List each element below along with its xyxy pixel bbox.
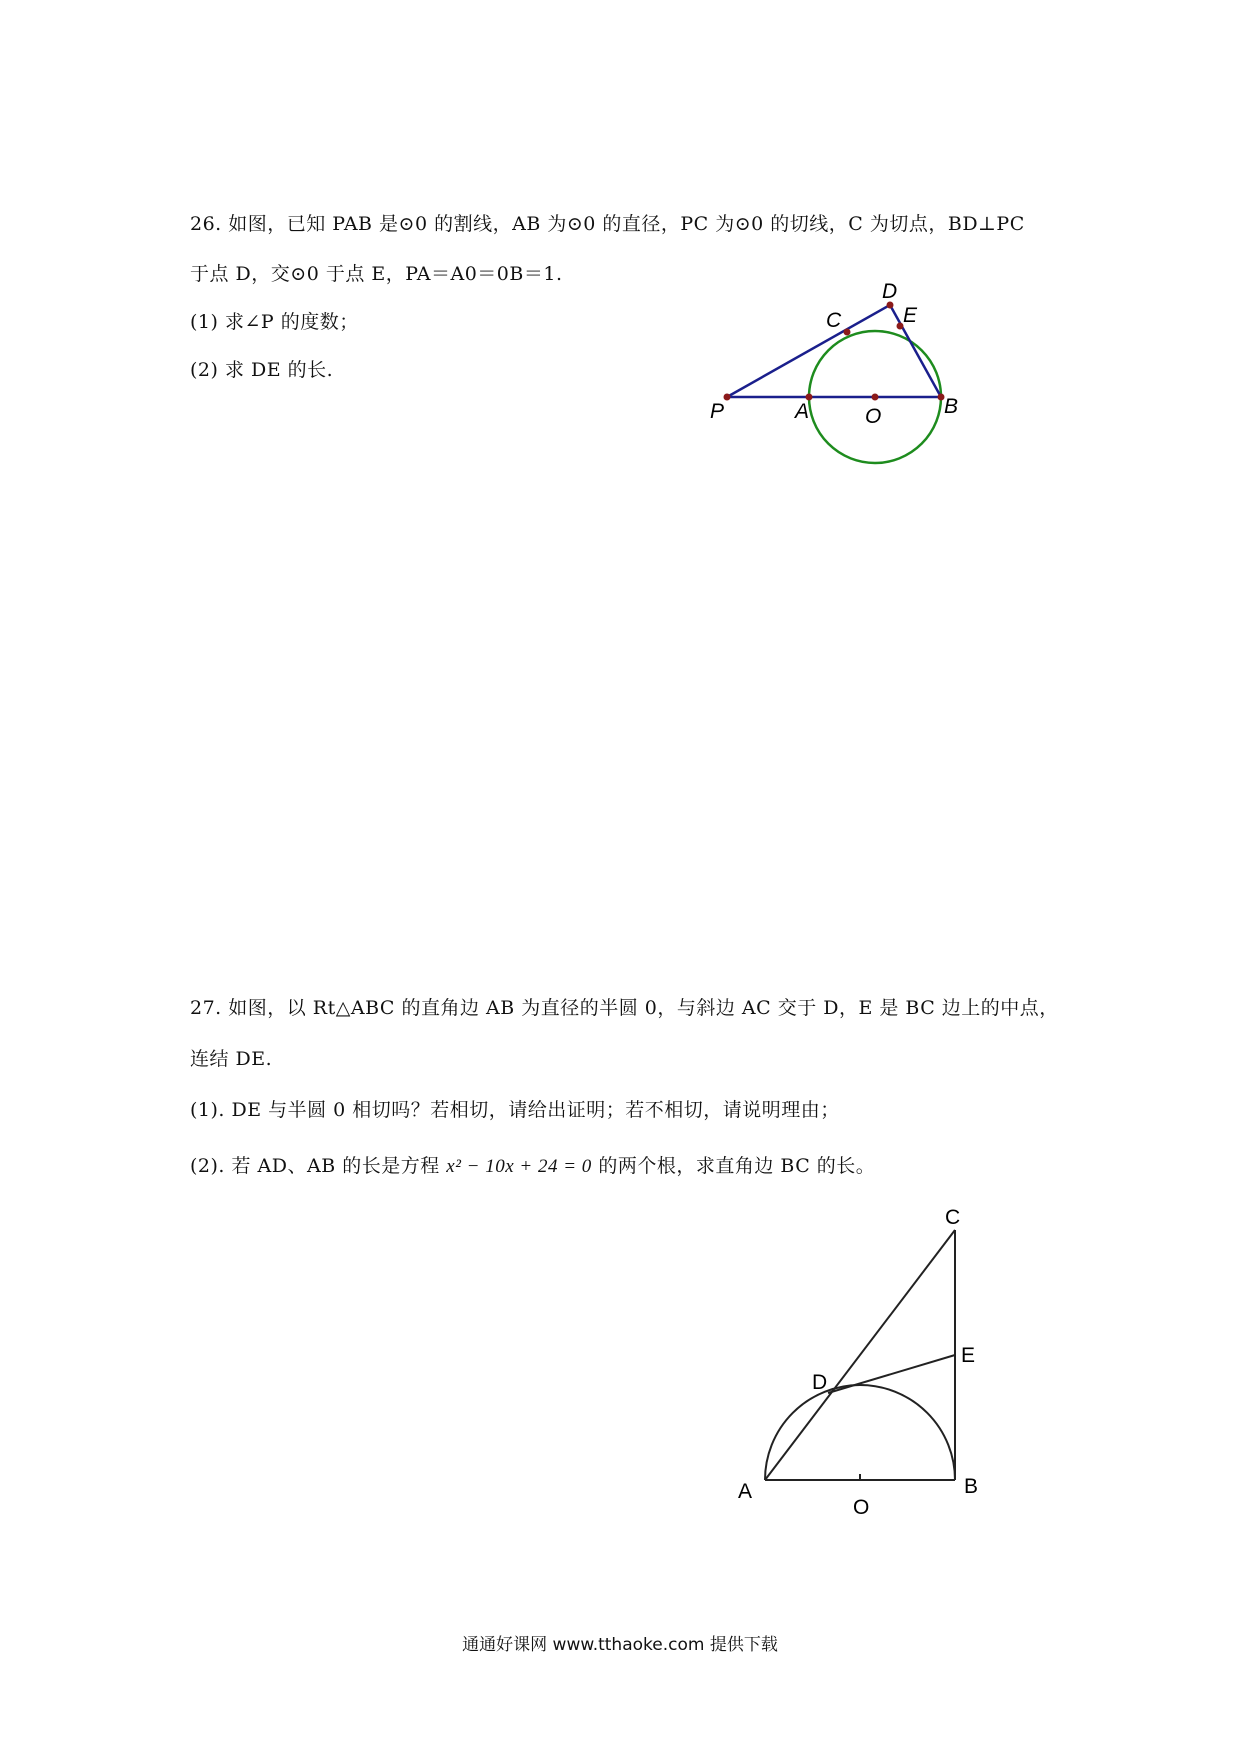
q26-label-D: D (882, 280, 898, 303)
q27-figure (720, 1188, 1000, 1528)
q27-stem-line1: 27. 如图，以 Rt△ABC 的直角边 AB 为直径的半圆 0，与斜边 AC 交于 D，E 是 BC 边上的中点， (190, 997, 1059, 1019)
q27-equation: x² − 10x + 24 = 0 (446, 1156, 592, 1177)
q26-label-A: A (795, 400, 810, 423)
q26-figure (700, 270, 960, 480)
q26-part2: (2) 求 DE 的长. (190, 359, 334, 381)
q26-point-O (872, 394, 879, 401)
q27-semicircle (765, 1385, 955, 1480)
q27-label-E: E (961, 1344, 976, 1367)
q26-point-P (724, 394, 731, 401)
q26-label-C: C (826, 309, 842, 332)
q26-label-E: E (903, 304, 918, 327)
q27-part2 (190, 1154, 875, 1179)
footer-source: 通通好课网 www.tthaoke.com 提供下载 (462, 1635, 778, 1655)
q27-part2-suffix: 的两个根，求直角边 BC 的长。 (598, 1155, 876, 1177)
q27-line-DE (828, 1355, 955, 1393)
q26-part1: (1) 求∠P 的度数； (190, 311, 359, 333)
q27-line-AC (765, 1230, 955, 1480)
q26-label-P: P (710, 400, 725, 423)
q27-part1: (1). DE 与半圆 0 相切吗？若相切，请给出证明；若不相切，请说明理由； (190, 1099, 840, 1121)
q27-label-A: A (738, 1480, 753, 1503)
q27-label-O: O (853, 1496, 870, 1519)
q26-label-O: O (865, 405, 882, 428)
q27-label-D: D (812, 1371, 828, 1394)
q26-label-B: B (944, 395, 959, 418)
q27-stem-line2: 连结 DE. (190, 1048, 273, 1070)
q26-stem-line1: 26. 如图，已知 PAB 是⊙0 的割线，AB 为⊙0 的直径，PC 为⊙0 的切线，C 为切点，BD⊥PC (190, 213, 1025, 235)
q27-part2-prefix: (2). 若 AD、AB 的长是方程 (190, 1155, 440, 1177)
q26-point-C (844, 329, 851, 336)
q26-line-PD (727, 305, 890, 397)
q26-stem-line2: 于点 D，交⊙0 于点 E，PA＝A0＝0B＝1. (190, 263, 563, 285)
q27-label-C: C (945, 1206, 961, 1229)
q27-label-B: B (964, 1475, 979, 1498)
